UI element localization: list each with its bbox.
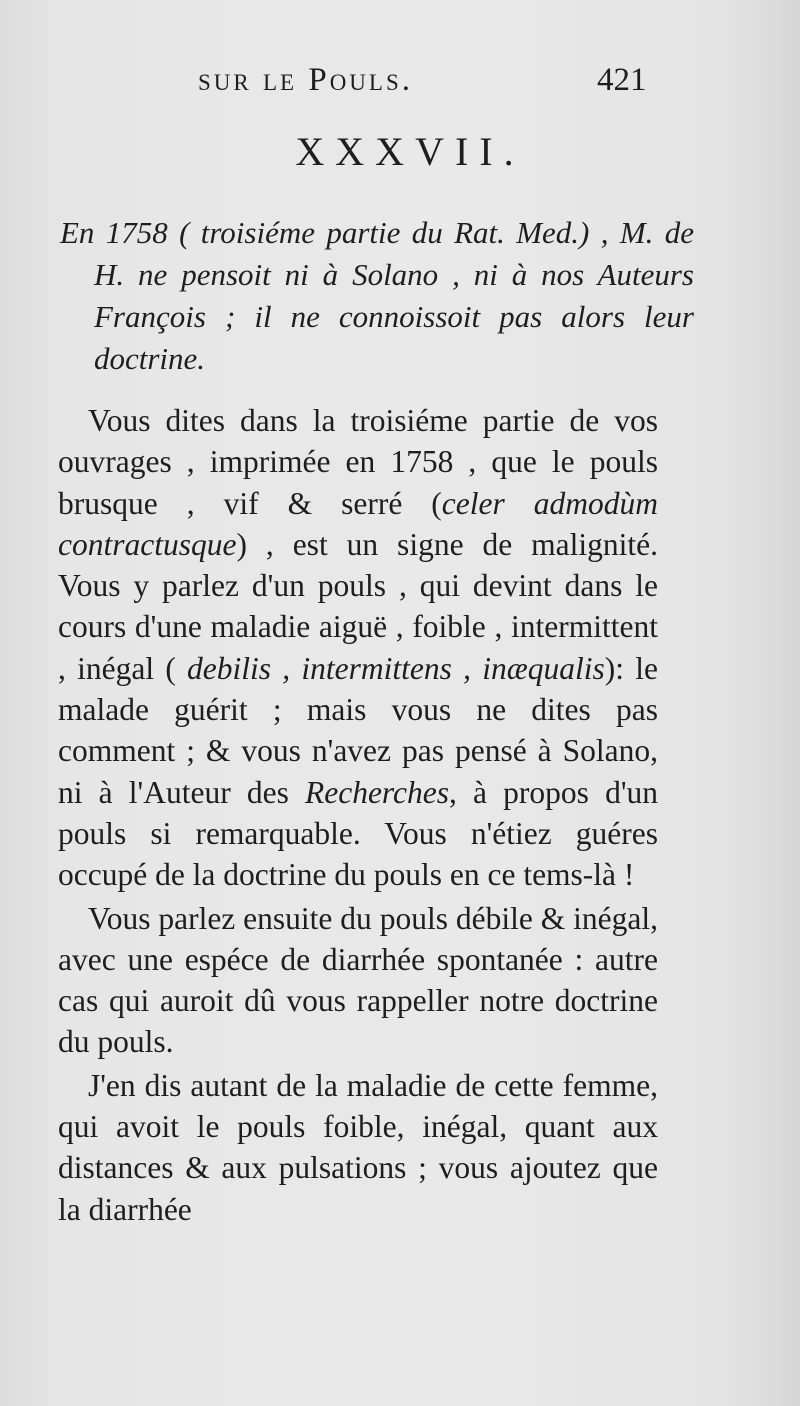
book-title-reference: Recherches <box>305 774 449 810</box>
section-summary: En 1758 ( troisiéme partie du Rat. Med.) , M. de H. ne pensoit ni à Solano , ni à nos Auteurs François ; il ne connoissoit pas alors leur doctrine. <box>60 215 694 376</box>
paragraph <box>58 400 658 896</box>
text-span: ) , est un signe de malignité. Vous y parlez d'un pouls , qui devint dans le cours d'une maladie aiguë , foible , intermittent , inégal ( <box>58 526 658 686</box>
page-number: 421 <box>597 62 647 98</box>
latin-quote: debilis , intermittens , inæqualis <box>187 650 605 686</box>
running-title: sur le Pouls. <box>198 62 414 98</box>
text-span: Vous dites dans la troisiéme partie de vos ouvrages , imprimée en 1758 , que le pouls brusque , vif & serré ( <box>58 403 658 521</box>
text-span: Vous parlez ensuite du pouls débile & inégal, avec une espéce de diarrhée spontanée : autre cas qui auroit dû vous rappeller notre doctrine du pouls. <box>58 900 658 1060</box>
text-span: ): le malade guérit ; mais vous ne dites pas comment ; & vous n'avez pas pensé à Solano, ni à l'Auteur des <box>58 650 658 810</box>
text-span: , à propos d'un pouls si remarquable. Vous n'étiez guéres occupé de la doctrine du pouls en ce tems-là ! <box>58 774 658 893</box>
paragraph <box>58 1065 658 1230</box>
section-number: XXXVII. <box>295 129 525 174</box>
paragraph <box>58 898 658 1063</box>
body-text <box>58 400 658 1230</box>
latin-quote: celer admodùm contractusque <box>58 485 658 562</box>
running-head <box>0 62 800 112</box>
text-span: J'en dis autant de la maladie de cette femme, qui avoit le pouls foible, inégal, quant aux distances & aux pulsations ; vous ajoutez que la diarrhée <box>58 1067 658 1227</box>
